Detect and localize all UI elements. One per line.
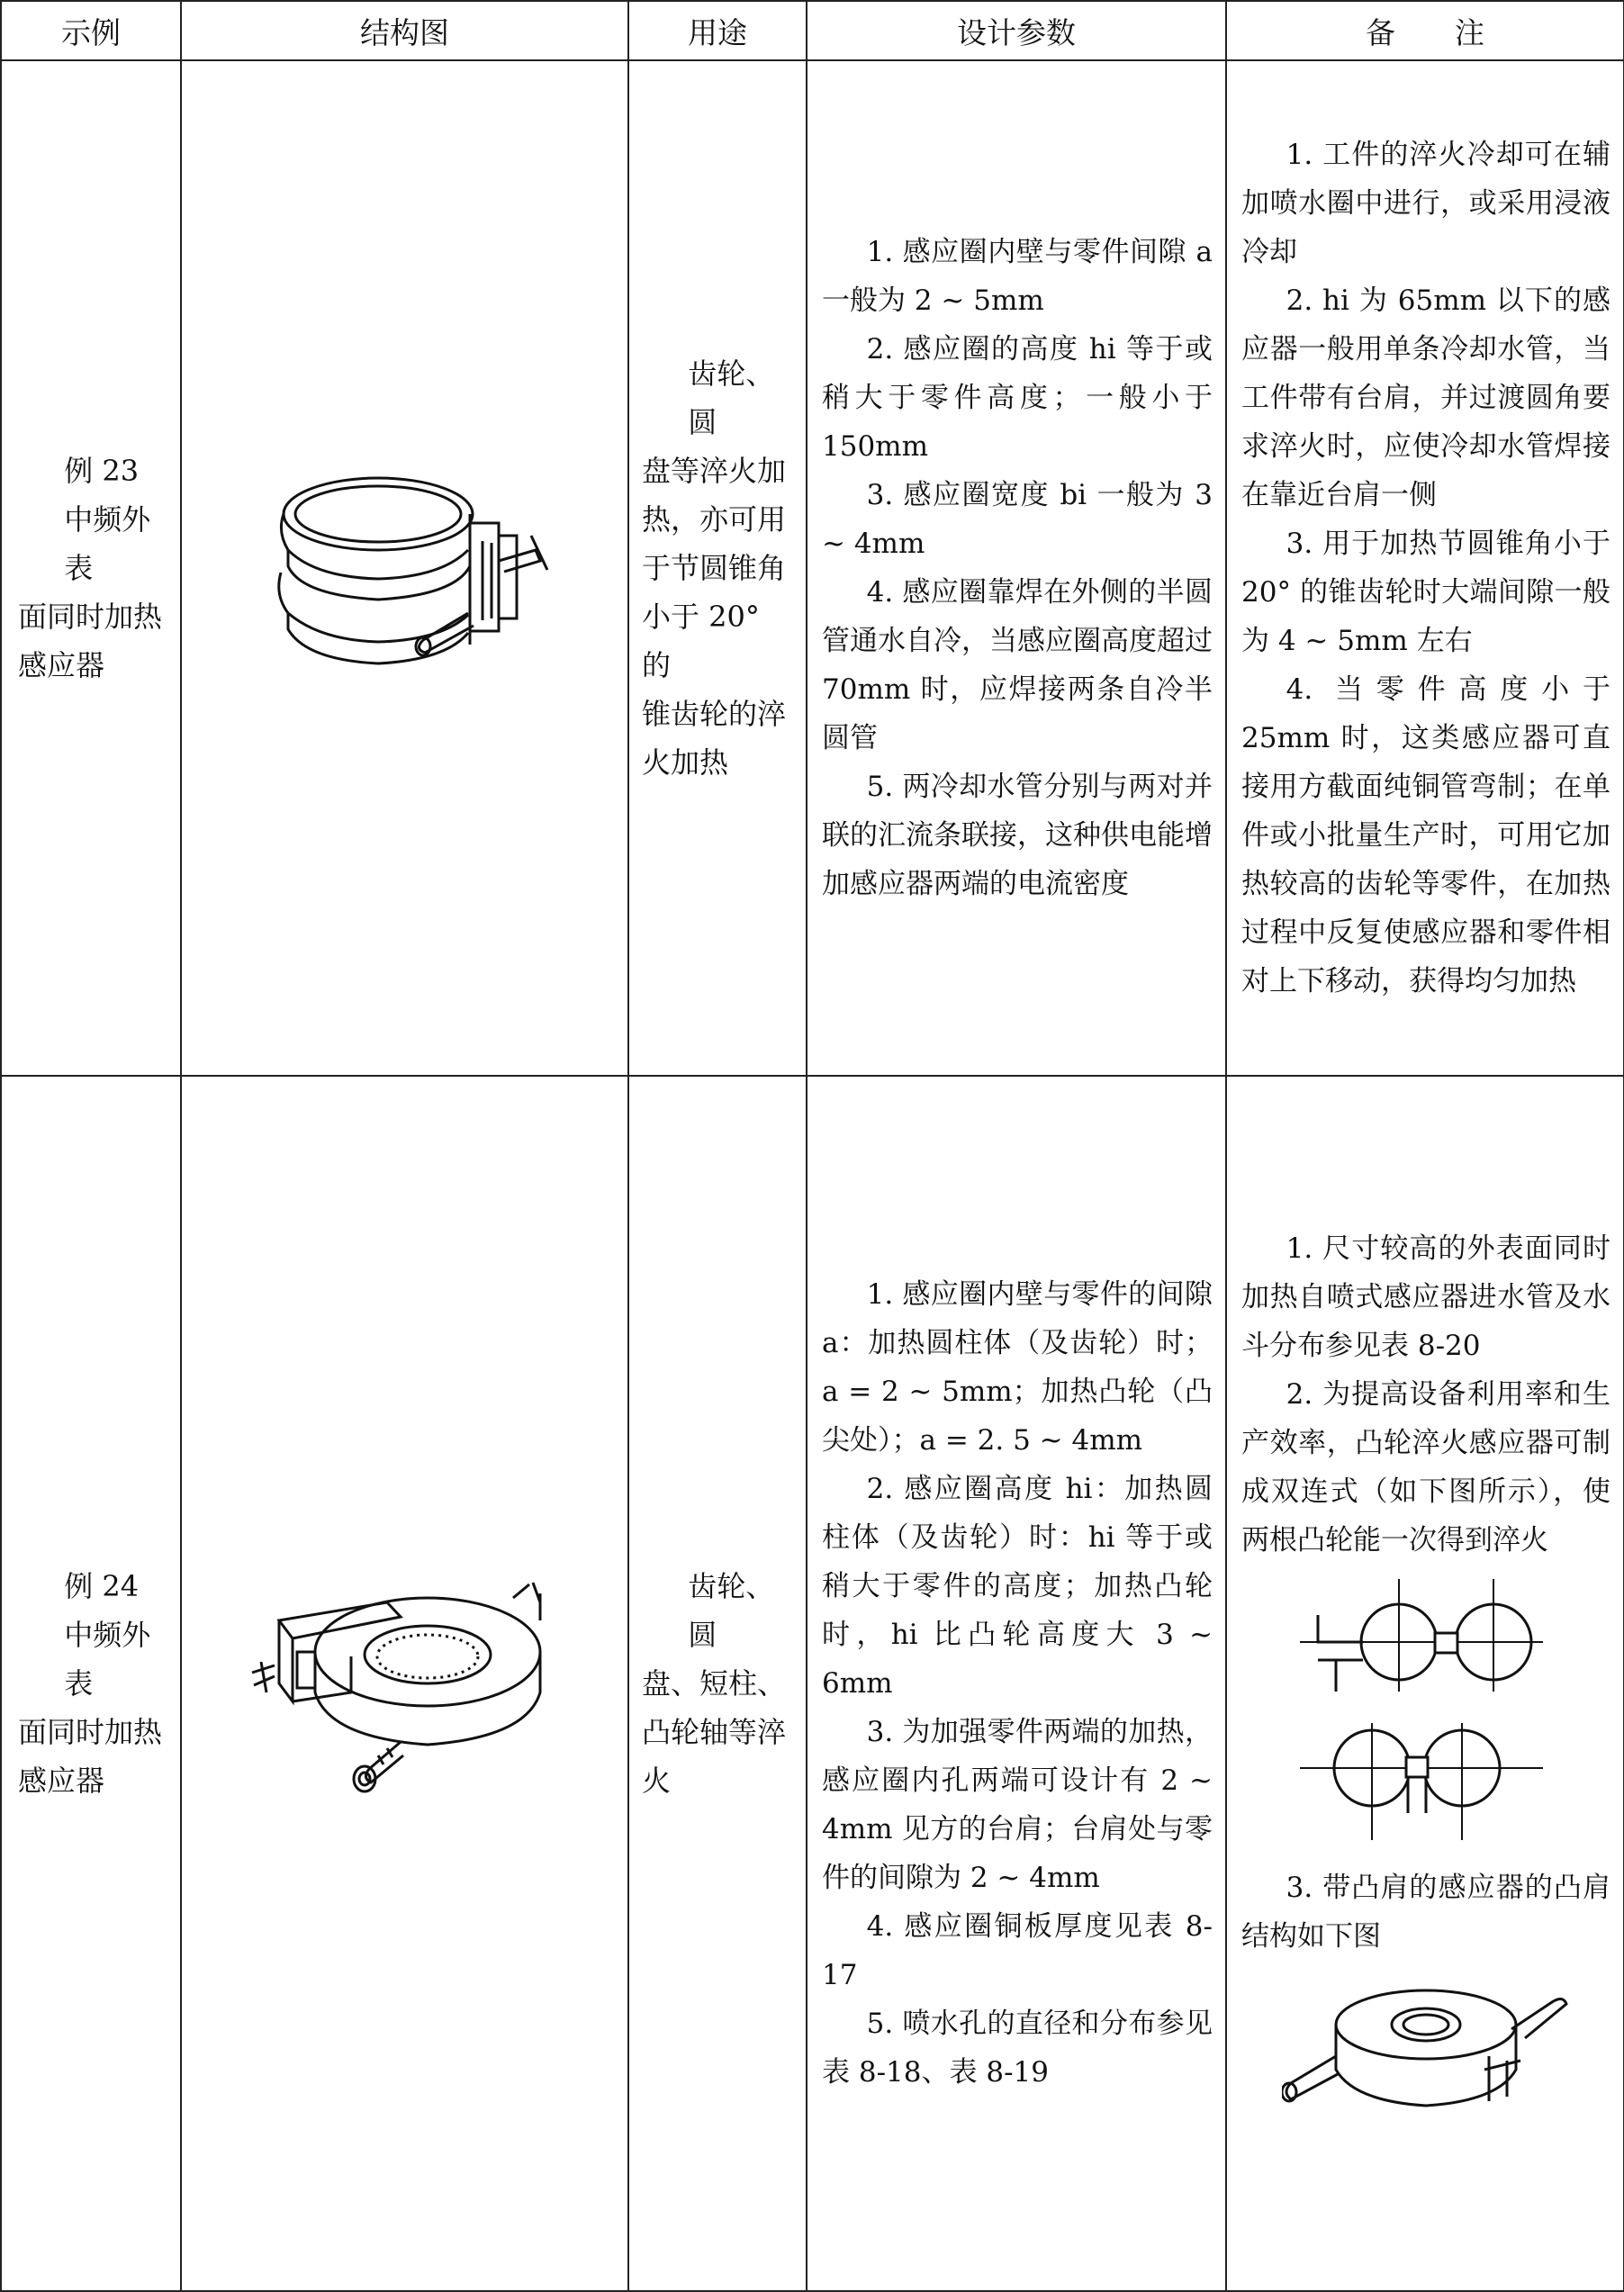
param-item: 5. 喷水孔的直径和分布参见表 8-18、表 8-19 bbox=[822, 2008, 1213, 2089]
use-line: 锥齿轮的淬 bbox=[642, 697, 787, 731]
remark-item: 2. hi 为 65mm 以下的感应器一般用单条冷却水管，当工件带有台肩，并过渡圆角要求淬火时，应使冷却水管焊接在靠近台肩一侧 bbox=[1241, 284, 1610, 511]
param-item: 4. 感应圈靠焊在外侧的半圆管通水自冷，当感应圈高度超过 70mm 时，应焊接两条自冷半圆管 bbox=[822, 576, 1213, 754]
param-item: 1. 感应圈内壁与零件的间隙 a：加热圆柱体（及齿轮）时；a = 2 ~ 5mm；加热凸轮（凸尖处）；a = 2. 5 ~ 4mm bbox=[822, 1278, 1213, 1457]
example-name-line: 中频外表 bbox=[64, 1618, 151, 1701]
table-row bbox=[1, 60, 1624, 1076]
shoulder-inductor-drawing bbox=[1282, 1975, 1570, 2128]
ring-inductor-drawing bbox=[261, 460, 549, 676]
params-cell bbox=[807, 1076, 1226, 2291]
use-line: 热，亦可用 bbox=[642, 502, 787, 537]
param-item: 2. 感应圈高度 hi：加热圆柱体（及齿轮）时：hi 等于或稍大于零件的高度；加热凸轮时，hi 比凸轮高度大 3 ~ 6mm bbox=[822, 1473, 1213, 1700]
example-name-line: 面同时加热 bbox=[18, 600, 163, 634]
use-line: 小于 20° 的 bbox=[642, 600, 760, 682]
remarks-cell bbox=[1226, 1076, 1624, 2291]
param-item: 1. 感应圈内壁与零件间隙 a 一般为 2 ~ 5mm bbox=[822, 236, 1213, 317]
table-row bbox=[1, 1076, 1624, 2291]
structure-cell bbox=[181, 60, 628, 1076]
example-number: 例 23 bbox=[64, 454, 140, 488]
table-header-row bbox=[1, 1, 1624, 60]
example-name-line: 感应器 bbox=[18, 648, 105, 682]
use-line: 凸轮轴等淬 bbox=[642, 1715, 787, 1749]
param-item: 3. 感应圈宽度 bi 一般为 3 ~ 4mm bbox=[822, 479, 1213, 560]
use-line: 盘、短柱、 bbox=[642, 1666, 787, 1701]
params-cell bbox=[807, 60, 1226, 1076]
remark-item: 2. 为提高设备利用率和生产效率，凸轮淬火感应器可制成双连式（如下图所示），使两根凸轮能一次得到淬火 bbox=[1241, 1378, 1610, 1557]
header-params: 设计参数 bbox=[807, 1, 1226, 60]
use-line: 盘等淬火加 bbox=[642, 454, 787, 488]
remark-item: 3. 用于加热节圆锥角小于 20° 的锥齿轮时大端间隙一般为 4 ~ 5mm 左右 bbox=[1241, 528, 1610, 657]
structure-cell bbox=[181, 1076, 628, 2291]
header-example: 示例 bbox=[1, 1, 181, 60]
use-cell bbox=[628, 1076, 807, 2291]
remarks-cell bbox=[1226, 60, 1624, 1076]
remark-item: 1. 尺寸较高的外表面同时加热自喷式感应器进水管及水斗分布参见表 8-20 bbox=[1241, 1232, 1610, 1362]
param-item: 2. 感应圈的高度 hi 等于或稍大于零件高度；一般小于 150mm bbox=[822, 333, 1213, 463]
header-structure: 结构图 bbox=[181, 1, 628, 60]
use-line: 火加热 bbox=[642, 745, 729, 780]
param-item: 3. 为加强零件两端的加热，感应圈内孔两端可设计有 2 ~ 4mm 见方的台肩；台肩处与零件的间隙为 2 ~ 4mm bbox=[822, 1716, 1213, 1894]
example-cell bbox=[1, 60, 181, 1076]
use-line: 齿轮、圆 bbox=[688, 356, 775, 439]
example-name-line: 面同时加热 bbox=[18, 1715, 163, 1749]
plate-inductor-drawing bbox=[243, 1566, 567, 1800]
example-number: 例 24 bbox=[64, 1569, 140, 1603]
remark-item: 3. 带凸肩的感应器的凸肩结构如下图 bbox=[1241, 1872, 1610, 1953]
use-line: 火 bbox=[642, 1764, 672, 1798]
use-line: 于节圆锥角 bbox=[642, 551, 787, 585]
param-item: 5. 两冷却水管分别与两对并联的汇流条联接，这种供电能增加感应器两端的电流密度 bbox=[822, 771, 1213, 900]
remark-item: 4. 当零件高度小于 25mm 时，这类感应器可直接用方截面纯铜管弯制；在单件或小批量生产时，可用它加热较高的齿轮等零件，在加热过程中反复使感应器和零件相对上下移动，获得均匀加热 bbox=[1241, 673, 1610, 997]
use-line: 齿轮、圆 bbox=[688, 1569, 775, 1652]
example-name-line: 感应器 bbox=[18, 1764, 105, 1798]
header-remarks: 备 注 bbox=[1226, 1, 1624, 60]
example-cell bbox=[1, 1076, 181, 2291]
double-cam-profile-drawing bbox=[1300, 1579, 1552, 1849]
header-use: 用途 bbox=[628, 1, 807, 60]
use-cell bbox=[628, 60, 807, 1076]
param-item: 4. 感应圈铜板厚度见表 8-17 bbox=[822, 1910, 1213, 1991]
remark-item: 1. 工件的淬火冷却可在辅加喷水圈中进行，或采用浸液冷却 bbox=[1241, 139, 1610, 268]
example-name-line: 中频外表 bbox=[64, 502, 151, 585]
